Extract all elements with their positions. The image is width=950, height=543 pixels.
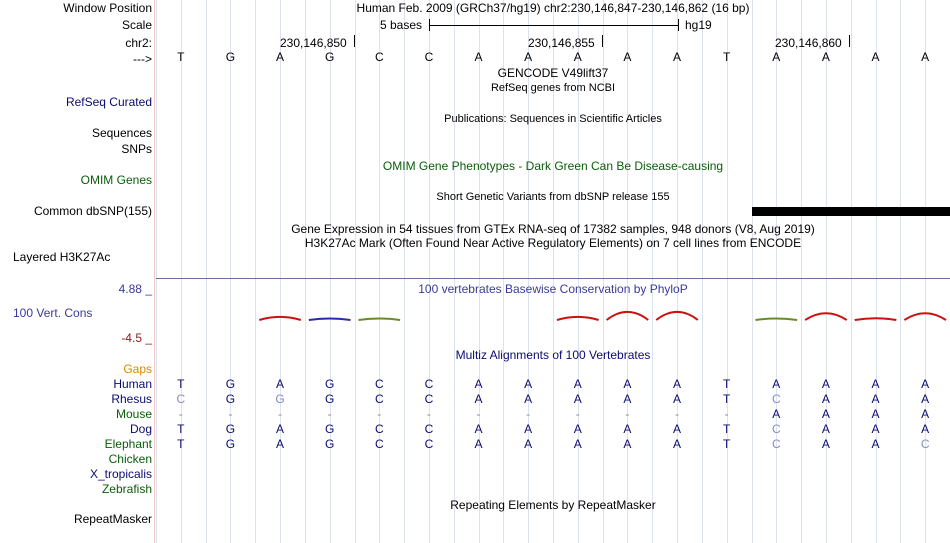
aligned-base: T: [177, 422, 185, 436]
position-tick-2: [602, 35, 603, 47]
aligned-base: A: [673, 422, 682, 436]
alignment-row-rhesus: [156, 392, 950, 406]
aligned-base: G: [225, 392, 236, 406]
scale-bar: [429, 18, 679, 32]
window-position-label: Window Position: [63, 1, 152, 15]
aligned-base: G: [325, 392, 335, 406]
aligned-base: -: [228, 407, 233, 421]
aligned-base: A: [871, 422, 880, 436]
aligned-base: A: [921, 422, 930, 436]
aligned-base: -: [327, 407, 332, 421]
aligned-base: A: [623, 392, 632, 406]
aligned-base: -: [426, 407, 431, 421]
reference-base: A: [871, 50, 880, 64]
aligned-base: C: [374, 422, 384, 436]
aligned-base: T: [177, 437, 185, 451]
position-tick-1: [354, 35, 355, 47]
track-label-column: [0, 0, 154, 543]
browser-track-image[interactable]: [156, 0, 950, 543]
aligned-base: -: [675, 407, 680, 421]
conservation-score-mark: [557, 317, 599, 320]
conservation-track-title[interactable]: 100 vertebrates Basewise Conservation by PhyloP: [418, 282, 688, 296]
aligned-base: -: [526, 407, 531, 421]
aligned-base: -: [377, 407, 382, 421]
aligned-base: T: [723, 377, 731, 391]
alignment-row-dog: [156, 422, 950, 436]
window-position-value: Human Feb. 2009 (GRCh37/hg19) chr2:230,146,847-230,146,862 (16 bp): [356, 1, 750, 15]
reference-base: A: [573, 50, 582, 64]
dbsnp-track-label[interactable]: Common dbSNP(155): [33, 204, 152, 218]
aligned-base: -: [178, 407, 183, 421]
conservation-wiggle[interactable]: [156, 296, 950, 336]
aligned-base: A: [821, 392, 830, 406]
gencode-track-title[interactable]: GENCODE V49lift37: [497, 66, 609, 80]
window-position-text: [156, 1, 950, 15]
aligned-base: A: [474, 377, 483, 391]
aligned-base: T: [177, 377, 185, 391]
snps-track-label[interactable]: SNPs: [121, 142, 152, 156]
scale-label: Scale: [121, 18, 152, 32]
aligned-base: A: [474, 422, 483, 436]
aligned-base: A: [474, 392, 483, 406]
repeatmasker-track-title[interactable]: Repeating Elements by RepeatMasker: [450, 498, 656, 512]
aligned-base: G: [325, 437, 335, 451]
aligned-base: C: [424, 377, 434, 391]
species-label-chicken[interactable]: Chicken: [108, 452, 152, 466]
strand-label[interactable]: --->: [133, 52, 152, 66]
species-label-zebrafish[interactable]: Zebrafish: [101, 482, 152, 496]
aligned-base: G: [325, 377, 335, 391]
sequences-track-label[interactable]: Sequences: [91, 126, 152, 140]
reference-base: A: [623, 50, 632, 64]
aligned-base: G: [275, 392, 285, 406]
alignment-row-chicken: [156, 452, 950, 466]
conservation-score-mark: [805, 313, 847, 320]
aligned-base: T: [723, 392, 731, 406]
aligned-base: T: [723, 437, 731, 451]
alignment-row-mouse: [156, 407, 950, 421]
dbsnp-track-title[interactable]: Short Genetic Variants from dbSNP release 155: [436, 191, 670, 203]
aligned-base: C: [920, 437, 930, 451]
aligned-base: G: [225, 437, 236, 451]
scale-db: hg19: [685, 18, 712, 32]
aligned-base: A: [524, 422, 533, 436]
position-label-1: 230,146,850: [280, 36, 347, 50]
conservation-score-mark: [259, 317, 301, 320]
aligned-base: T: [723, 422, 731, 436]
species-label-x_tropicalis[interactable]: X_tropicalis: [89, 467, 152, 481]
aligned-base: C: [374, 392, 384, 406]
alignment-row-gaps: [156, 362, 950, 376]
reference-base: A: [772, 50, 781, 64]
reference-base: A: [673, 50, 682, 64]
reference-base: G: [225, 50, 236, 64]
aligned-base: A: [673, 437, 682, 451]
chrom-label: chr2:: [125, 36, 152, 50]
aligned-base: A: [821, 407, 830, 421]
reference-base: A: [474, 50, 483, 64]
aligned-base: A: [623, 422, 632, 436]
common-snp-feature[interactable]: [752, 207, 950, 216]
reference-base: C: [374, 50, 384, 64]
species-label-gaps[interactable]: Gaps: [123, 362, 152, 376]
reference-base: A: [921, 50, 930, 64]
conservation-score-mark: [904, 313, 946, 320]
aligned-base: C: [424, 437, 434, 451]
omim-track-label[interactable]: OMIM Genes: [80, 173, 152, 187]
conservation-track-label[interactable]: 100 Vert. Cons: [13, 306, 93, 320]
aligned-base: G: [225, 422, 236, 436]
position-tick-3: [849, 35, 850, 47]
reference-base: G: [325, 50, 335, 64]
scale-text: 5 bases: [380, 18, 423, 32]
aligned-base: -: [625, 407, 630, 421]
reference-base: A: [524, 50, 533, 64]
aligned-base: G: [325, 422, 335, 436]
aligned-base: C: [424, 392, 434, 406]
aligned-base: A: [573, 377, 582, 391]
repeatmasker-track-label[interactable]: RepeatMasker: [73, 512, 152, 526]
species-label-human[interactable]: Human: [113, 377, 152, 391]
conservation-top-line: [156, 278, 950, 279]
position-label-3: 230,146,860: [775, 36, 842, 50]
aligned-base: A: [573, 437, 582, 451]
aligned-base: A: [921, 377, 930, 391]
h3k27ac-track-title[interactable]: H3K27Ac Mark (Often Found Near Active Regulatory Elements) on 7 cell lines from ENCODE: [304, 236, 802, 250]
refseq-track-label[interactable]: RefSeq Curated: [65, 95, 152, 109]
species-label-rhesus[interactable]: Rhesus: [111, 392, 152, 406]
conservation-score-mark: [756, 319, 798, 321]
aligned-base: A: [276, 422, 285, 436]
omim-track-title[interactable]: OMIM Gene Phenotypes - Dark Green Can Be Disease-causing: [382, 159, 724, 173]
aligned-base: C: [374, 437, 384, 451]
position-label-2: 230,146,855: [528, 36, 595, 50]
aligned-base: A: [623, 437, 632, 451]
aligned-base: C: [771, 422, 781, 436]
reference-base: A: [276, 50, 285, 64]
aligned-base: A: [821, 377, 830, 391]
aligned-base: A: [276, 377, 285, 391]
aligned-base: C: [374, 377, 384, 391]
conservation-score-mark: [855, 318, 897, 320]
aligned-base: A: [921, 407, 930, 421]
conservation-score-mark: [656, 312, 698, 320]
conservation-score-mark: [359, 319, 401, 321]
aligned-base: A: [276, 437, 285, 451]
alignment-row-elephant: [156, 437, 950, 451]
aligned-base: -: [575, 407, 580, 421]
reference-base: C: [424, 50, 434, 64]
species-label-elephant[interactable]: Elephant: [104, 437, 152, 451]
aligned-base: A: [772, 407, 781, 421]
aligned-base: -: [724, 407, 729, 421]
h3k27ac-track-label[interactable]: Layered H3K27Ac: [13, 250, 111, 264]
species-label-mouse[interactable]: Mouse: [115, 407, 152, 421]
refseq-track-subtitle[interactable]: RefSeq genes from NCBI: [490, 82, 616, 94]
cons-max-label: 4.88 _: [118, 282, 152, 296]
aligned-base: C: [771, 392, 781, 406]
aligned-base: A: [871, 377, 880, 391]
conservation-score-mark: [309, 319, 351, 321]
aligned-base: A: [921, 392, 930, 406]
aligned-base: A: [871, 407, 880, 421]
conservation-score-mark: [607, 312, 649, 320]
alignment-row-zebrafish: [156, 482, 950, 496]
aligned-base: A: [821, 437, 830, 451]
aligned-base: G: [225, 377, 236, 391]
reference-base: T: [723, 50, 731, 64]
aligned-base: C: [771, 437, 781, 451]
aligned-base: A: [673, 377, 682, 391]
aligned-base: A: [573, 392, 582, 406]
cons-min-label: -4.5 _: [121, 331, 152, 345]
aligned-base: C: [176, 392, 186, 406]
aligned-base: A: [871, 392, 880, 406]
species-label-dog[interactable]: Dog: [129, 422, 152, 436]
aligned-base: A: [524, 437, 533, 451]
aligned-base: A: [821, 422, 830, 436]
publications-track-title[interactable]: Publications: Sequences in Scientific Articles: [444, 113, 662, 125]
aligned-base: -: [278, 407, 283, 421]
reference-sequence-row: [156, 50, 950, 64]
reference-base: A: [821, 50, 830, 64]
aligned-base: C: [424, 422, 434, 436]
alignment-row-x_tropicalis: [156, 467, 950, 481]
aligned-base: A: [524, 377, 533, 391]
aligned-base: -: [476, 407, 481, 421]
aligned-base: A: [673, 392, 682, 406]
aligned-base: A: [524, 392, 533, 406]
gtex-track-title[interactable]: Gene Expression in 54 tissues from GTEx RNA-seq of 17382 samples, 948 donors (V8, Aug 2019): [291, 222, 815, 236]
reference-base: T: [177, 50, 185, 64]
aligned-base: A: [573, 422, 582, 436]
aligned-base: A: [623, 377, 632, 391]
label-divider: [154, 0, 155, 543]
aligned-base: A: [474, 437, 483, 451]
aligned-base: A: [871, 437, 880, 451]
multiz-track-title[interactable]: Multiz Alignments of 100 Vertebrates: [455, 348, 651, 362]
alignment-row-human: [156, 377, 950, 391]
aligned-base: A: [772, 377, 781, 391]
